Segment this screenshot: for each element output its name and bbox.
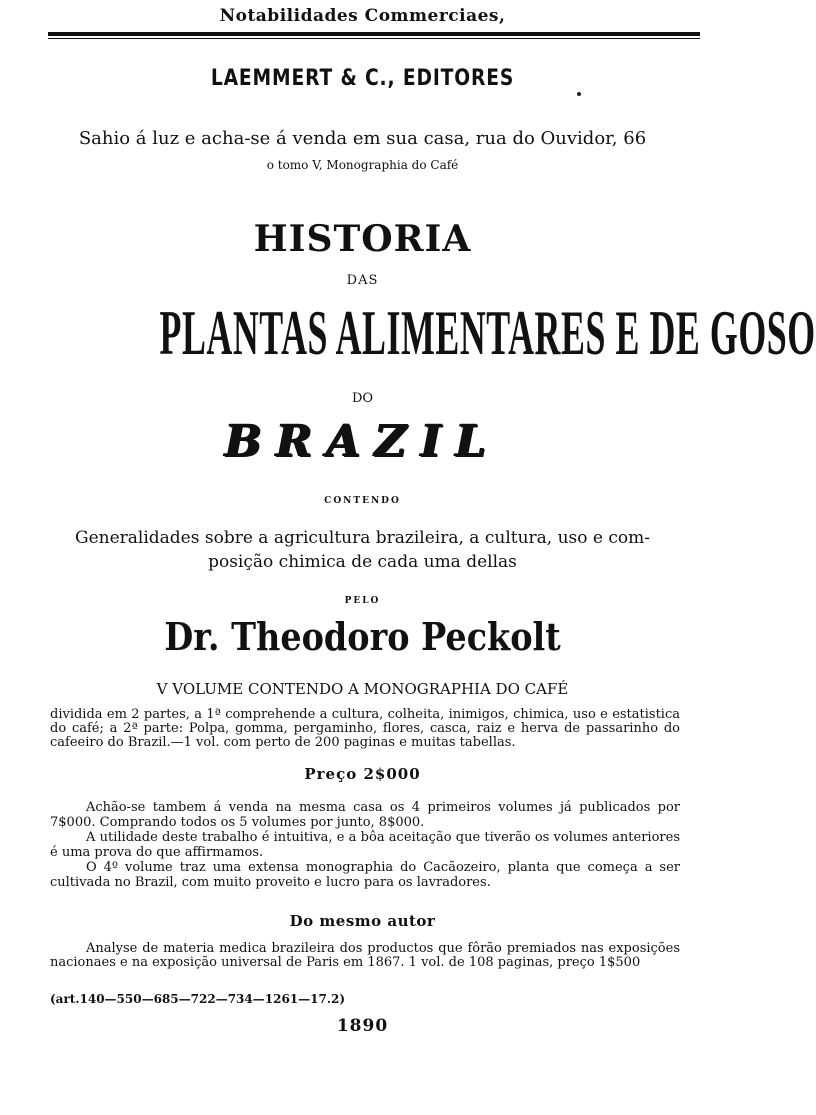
same-author-heading: Do mesmo autor [289, 912, 436, 930]
author-name: Dr. Theodoro Peckolt [164, 614, 561, 659]
same-author-description: Analyse de materia medica brazileira dos productos que fôrão premiados nas exposições nacionaes e na exposição universal de Paris em 1867. 1 vol. de 108 paginas, preço 1$500 [50, 941, 680, 970]
header-title: Notabilidades Commerciaes, [219, 6, 506, 26]
contents-description [0, 526, 725, 574]
title-das: DAS [346, 273, 379, 288]
price: Preço 2$000 [304, 765, 421, 783]
reference-code: (art.140—550—685—722—734—1261—17.2) [50, 992, 346, 1006]
print-speck [577, 92, 581, 96]
header-rule-thin [48, 38, 700, 39]
other-volumes [50, 800, 680, 890]
other-volumes-p2: A utilidade deste trabalho é intuitiva, e a bôa aceitação que tiverão os volumes anteriores é uma prova do que affirmamos. [50, 830, 680, 860]
contents-label: CONTENDO [324, 496, 401, 506]
title-historia: HISTORIA [253, 218, 472, 260]
volume-heading: V VOLUME CONTENDO A MONOGRAPHIA DO CAFÉ [156, 680, 569, 698]
same-author-text [50, 942, 680, 970]
volume-description: dividida em 2 partes, a 1ª comprehende a cultura, colheita, inimigos, chimica, uso e estatistica do café; a 2ª parte: Polpa, gomma, pergaminho, flores, casca, raiz e herva de passarinho do cafeeiro do Brazil.—1 vol. com perto de 200 paginas e muitas tabellas. [50, 707, 680, 750]
year: 1890 [336, 1016, 389, 1036]
publisher: LAEMMERT & C., EDITORES [210, 66, 515, 91]
header-rule-thick [48, 32, 700, 36]
contents-line-2: posição chimica de cada uma dellas [208, 552, 517, 572]
other-volumes-p3: O 4º volume traz uma extensa monographia do Cacãozeiro, planta que começa a ser cultivada no Brazil, com muito proveito e lucro para os lavradores. [50, 860, 680, 890]
author-label: PELO [344, 596, 381, 606]
announcement-subline: o tomo V, Monographia do Café [266, 158, 459, 172]
contents-line-1: Generalidades sobre a agricultura brazileira, a cultura, uso e com- [74, 528, 650, 548]
other-volumes-p1: Achão-se tambem á venda na mesma casa os 4 primeiros volumes já publicados por 7$000. Comprando todos os 5 volumes por junto, 8$000. [50, 800, 680, 830]
title-main: PLANTAS ALIMENTARES E DE GOSO [159, 297, 816, 368]
announcement-line: Sahio á luz e acha-se á venda em sua casa, rua do Ouvidor, 66 [78, 128, 647, 149]
title-do: DO [351, 391, 374, 406]
title-brazil: BRAZIL [224, 416, 501, 467]
